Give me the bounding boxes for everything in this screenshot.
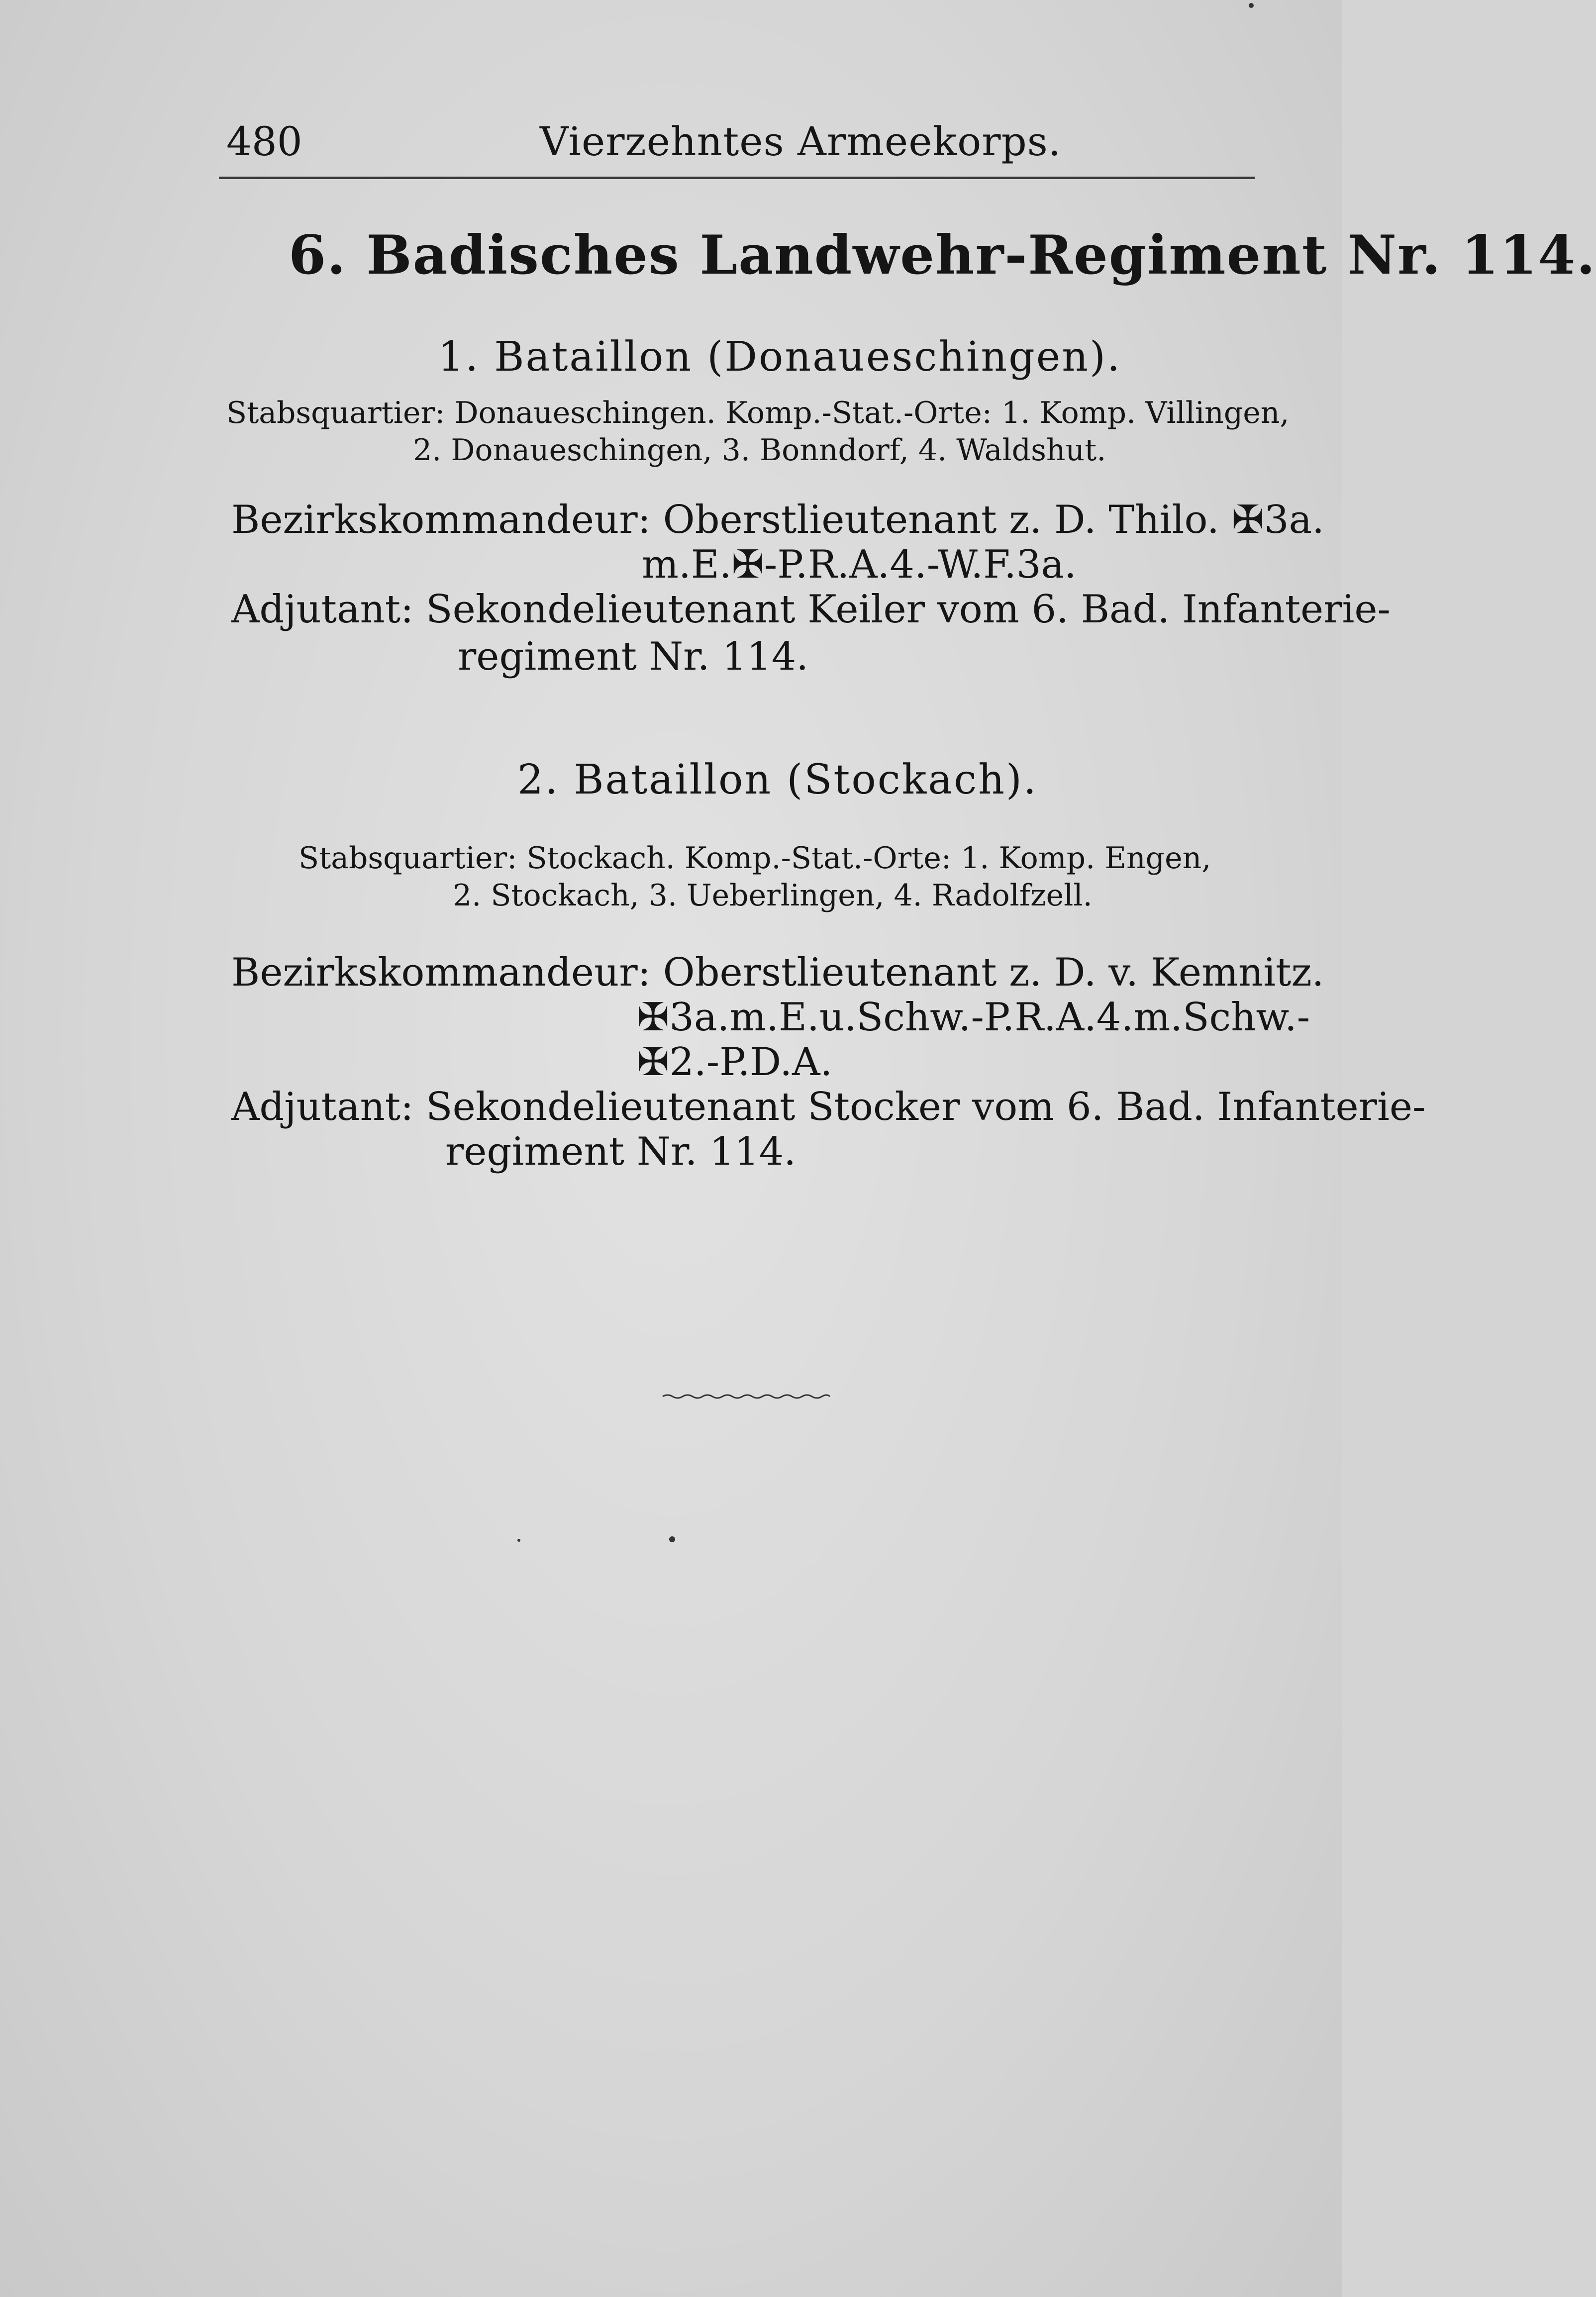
headquarters-line: 2. Stockach, 3. Ueberlingen, 4. Radolfzell.: [453, 878, 1093, 913]
adjutant-line: Adjutant: Sekondelieutenant Keiler vom 6. Bad. Infanterie-: [231, 587, 1391, 632]
page-title: 6. Badisches Landwehr-Regiment Nr. 114.: [289, 224, 1596, 287]
ink-speck: [517, 1539, 520, 1542]
running-head-title: Vierzehntes Armeekorps.: [540, 118, 1062, 165]
wavy-separator: [662, 1393, 831, 1400]
headquarters-line: Stabsquartier: Donaueschingen. Komp.-Stat.-Orte: 1. Komp. Villingen,: [226, 396, 1290, 430]
adjutant-line: regiment Nr. 114.: [458, 634, 809, 679]
ink-speck: [669, 1536, 675, 1542]
battalion-heading: 1. Bataillon (Donaueschingen).: [438, 333, 1122, 381]
headquarters-line: 2. Donaueschingen, 3. Bonndorf, 4. Waldshut.: [413, 433, 1106, 468]
commander-line: ✠3a.m.E.u.Schw.-P.R.A.4.m.Schw.-: [637, 995, 1310, 1040]
adjutant-line: regiment Nr. 114.: [445, 1129, 797, 1174]
adjutant-line: Adjutant: Sekondelieutenant Stocker vom 6. Bad. Infanterie-: [231, 1085, 1426, 1129]
page-number: 480: [226, 118, 302, 165]
header-rule: [219, 177, 1255, 179]
commander-line: m.E.✠-P.R.A.4.-W.F.3a.: [642, 542, 1077, 587]
commander-line: Bezirkskommandeur: Oberstlieutenant z. D. Thilo. ✠3a.: [231, 498, 1324, 542]
headquarters-line: Stabsquartier: Stockach. Komp.-Stat.-Orte: 1. Komp. Engen,: [299, 841, 1211, 876]
commander-line: ✠2.-P.D.A.: [637, 1040, 833, 1085]
ink-speck: [1249, 3, 1254, 8]
battalion-heading: 2. Bataillon (Stockach).: [517, 756, 1038, 803]
commander-line: Bezirkskommandeur: Oberstlieutenant z. D. v. Kemnitz.: [231, 950, 1324, 995]
